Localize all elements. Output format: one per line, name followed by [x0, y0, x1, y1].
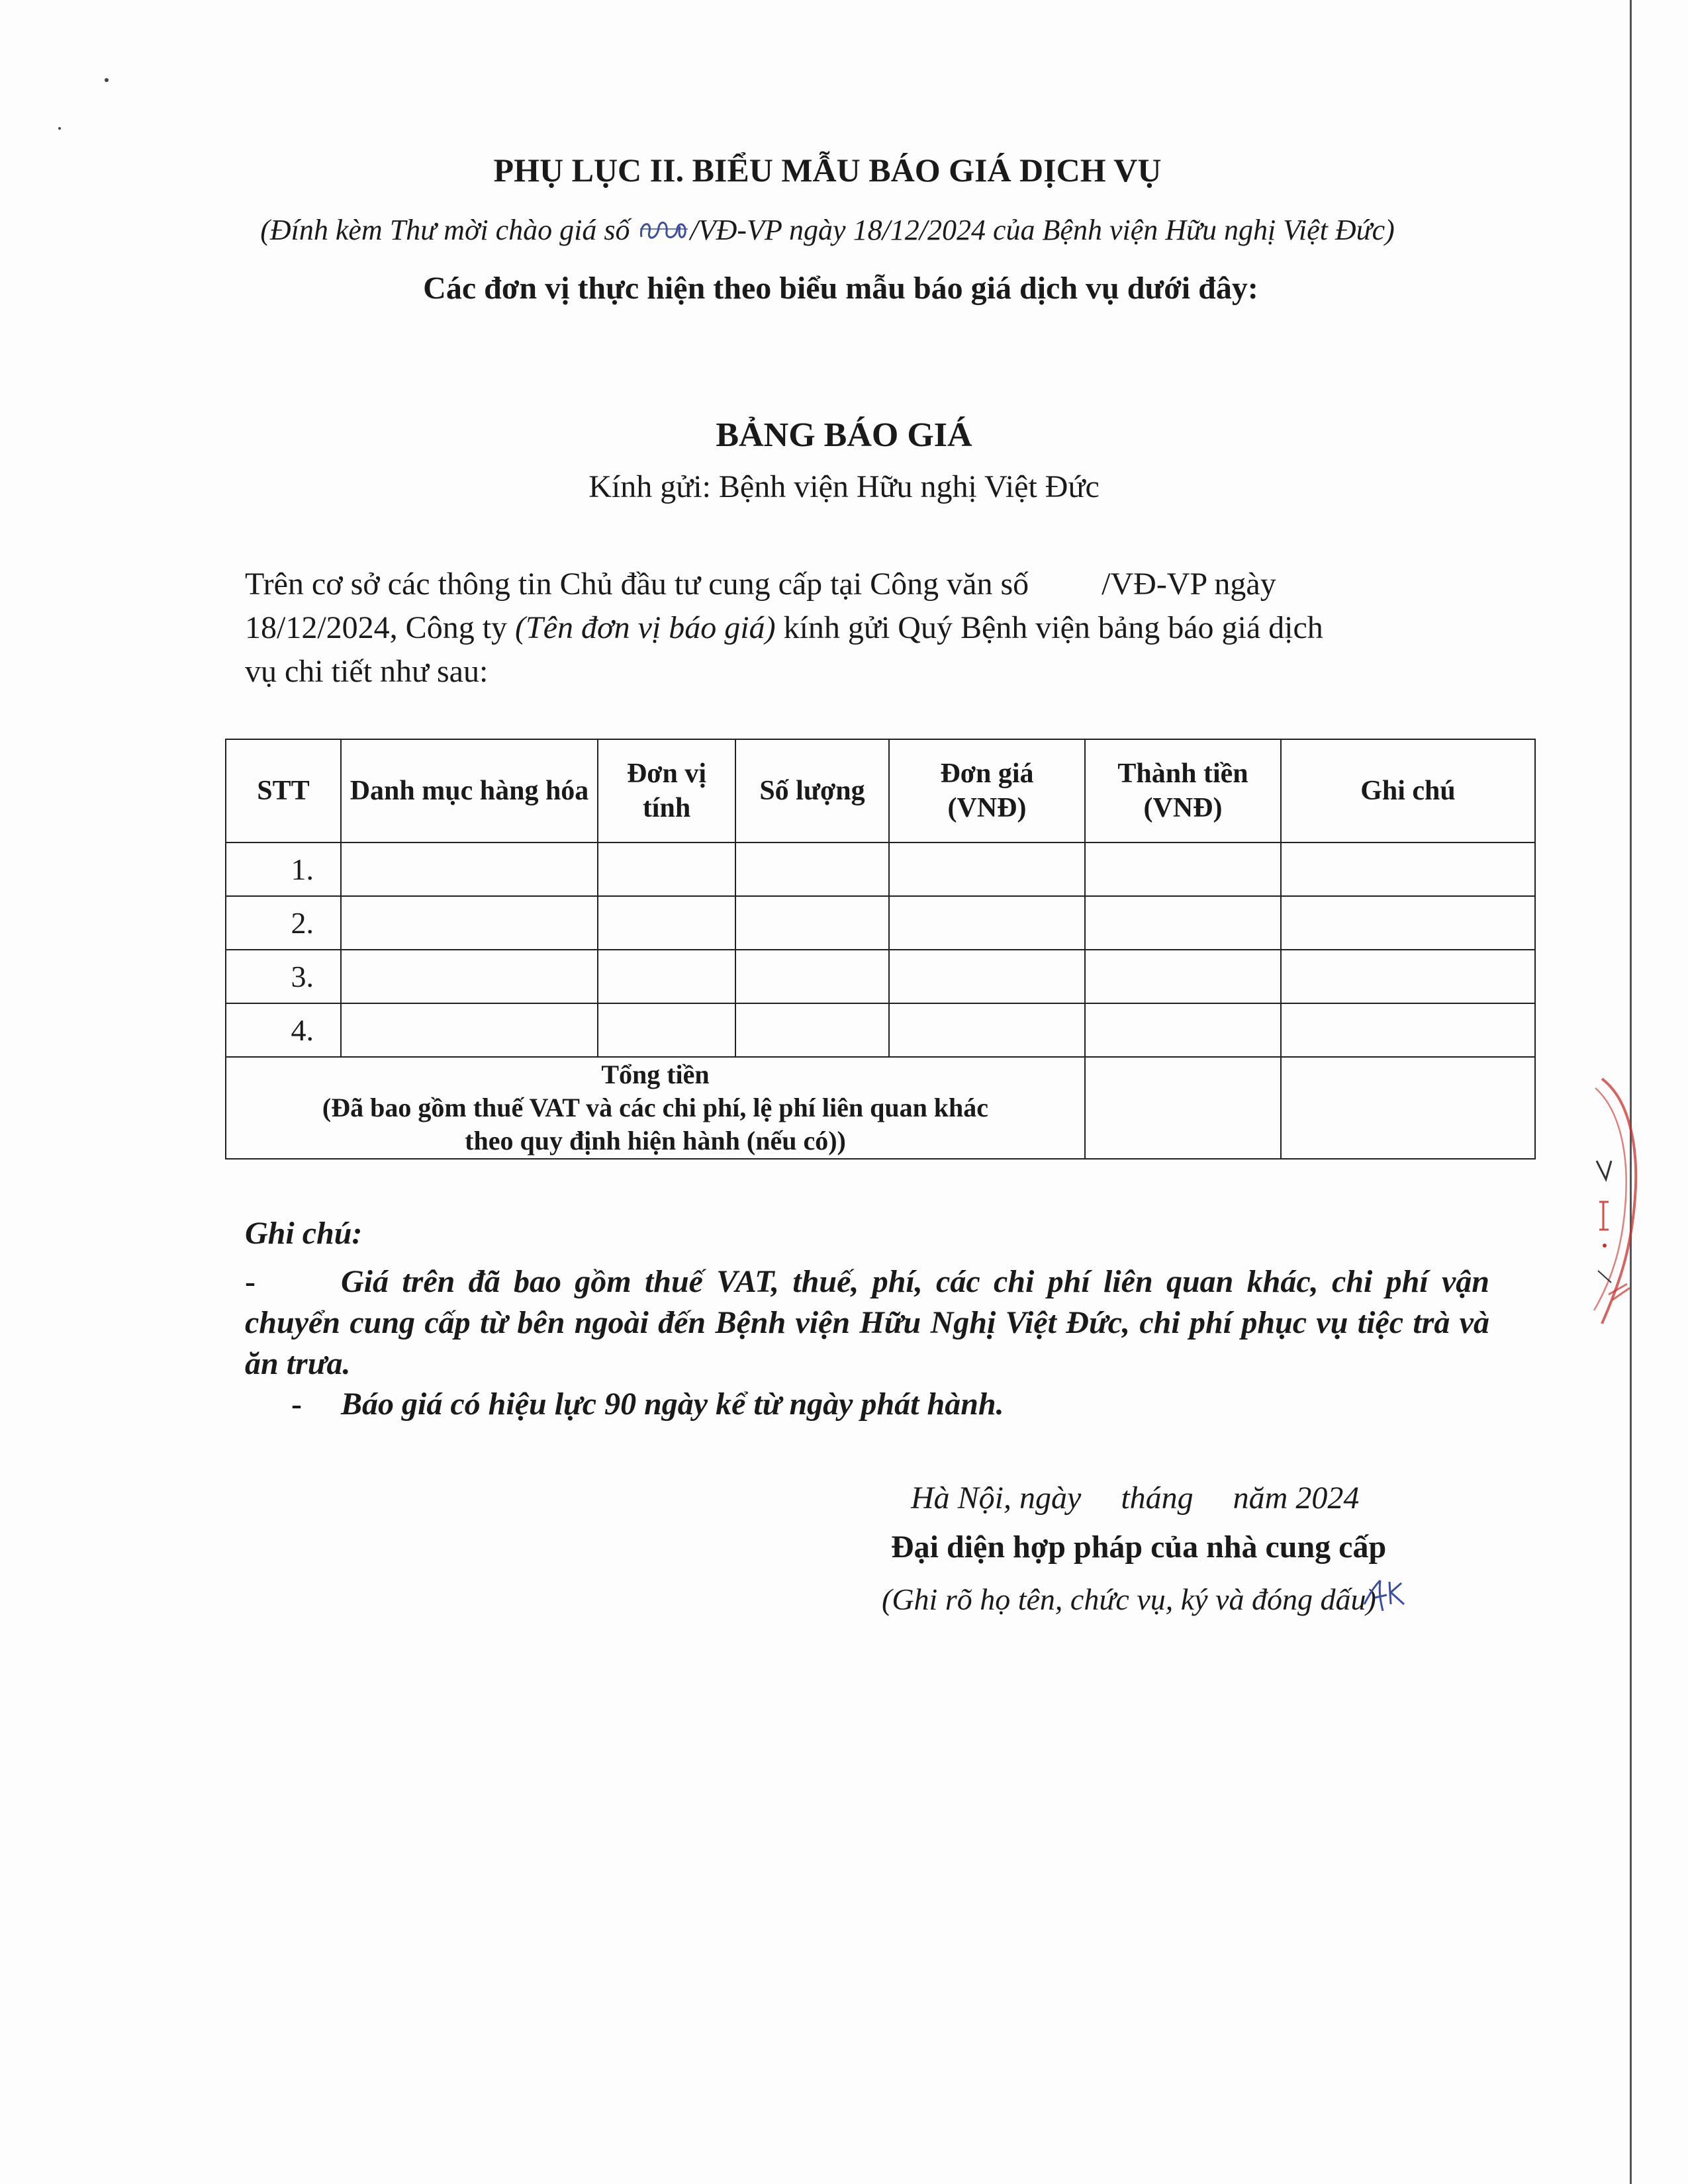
cell-total-amount — [1085, 1057, 1281, 1159]
row-stt: 1. — [226, 842, 341, 896]
intro-text: /VĐ-VP ngày — [1102, 567, 1276, 602]
cell-amount — [1085, 1003, 1281, 1057]
cell-unit-price — [889, 950, 1085, 1003]
intro-paragraph — [245, 563, 1463, 694]
cell-total-note — [1281, 1057, 1535, 1159]
cell-note — [1281, 950, 1535, 1003]
row-stt: 3. — [226, 950, 341, 1003]
intro-text: 18/12/2024, Công ty — [245, 610, 516, 645]
date-month: tháng — [1121, 1480, 1194, 1516]
cell-amount — [1085, 842, 1281, 896]
cell-quantity — [735, 842, 889, 896]
quote-title: BẢNG BÁO GIÁ — [716, 416, 972, 454]
handwritten-initials-icon — [1376, 1582, 1407, 1616]
cell-unit — [598, 896, 735, 950]
cell-amount — [1085, 896, 1281, 950]
note-dash: - — [245, 1264, 256, 1299]
total-label-title: Tổng tiền — [601, 1060, 710, 1089]
intro-text: kính gửi Quý Bệnh viện bảng báo giá dịch — [775, 610, 1323, 645]
total-label-detail: theo quy định hiện hành (nếu có)) — [465, 1126, 846, 1156]
table-row — [226, 842, 1535, 896]
subtitle-suffix: /VĐ-VP ngày 18/12/2024 của Bệnh viện Hữu nghị Việt Đức) — [690, 214, 1395, 246]
cell-unit — [598, 950, 735, 1003]
note-item — [245, 1261, 1489, 1385]
red-stamp-fragment-icon — [1589, 1072, 1642, 1340]
appendix-subtitle — [0, 213, 1655, 247]
table-header-row — [226, 739, 1535, 842]
header-amount-label: Thành tiền — [1117, 758, 1248, 789]
cell-note — [1281, 896, 1535, 950]
intro-line-1 — [245, 563, 1463, 606]
cell-item — [341, 842, 598, 896]
notes-heading: Ghi chú: — [245, 1216, 363, 1251]
instruction-text: Các đơn vị thực hiện theo biểu mẫu báo giá dịch vụ dưới đây: — [423, 271, 1258, 306]
signature-note-text: (Ghi rõ họ tên, chức vụ, ký và đóng dấu) — [882, 1582, 1376, 1616]
cell-item — [341, 1003, 598, 1057]
table-total-row — [226, 1057, 1535, 1159]
row-stt: 4. — [226, 1003, 341, 1057]
note-text: Báo giá có hiệu lực 90 ngày kể từ ngày phát hành. — [341, 1387, 1004, 1422]
cell-quantity — [735, 896, 889, 950]
intro-line-3: vụ chi tiết như sau: — [245, 654, 489, 689]
subtitle-prefix: (Đính kèm Thư mời chào giá số — [260, 214, 637, 246]
cell-note — [1281, 842, 1535, 896]
cell-unit — [598, 1003, 735, 1057]
header-unit-price — [889, 739, 1085, 842]
row-stt: 2. — [226, 896, 341, 950]
header-amount-currency: (VNĐ) — [1143, 792, 1223, 823]
cell-unit-price — [889, 896, 1085, 950]
header-stt: STT — [226, 739, 341, 842]
table-row — [226, 950, 1535, 1003]
intro-line-2 — [245, 606, 1463, 650]
signature-note — [882, 1578, 1407, 1617]
signature-date-line — [911, 1480, 1359, 1516]
scan-speck — [105, 78, 109, 82]
handwritten-number-scribble-icon — [637, 214, 690, 246]
note-text: Giá trên đã bao gồm thuế VAT, thuế, phí, các chi phí liên quan khác, chi phí vận chuyển cung cấp từ bên ngoài đến Bệnh viện Hữu Nghị Việt Đức, chi phí phục vụ tiệc trà và ăn trưa. — [245, 1264, 1489, 1381]
header-unit-price-currency: (VNĐ) — [947, 792, 1027, 823]
header-amount — [1085, 739, 1281, 842]
quote-table — [225, 739, 1536, 1160]
intro-text: Trên cơ sở các thông tin Chủ đầu tư cung cấp tại Công văn số — [245, 567, 1029, 602]
header-quantity: Số lượng — [735, 739, 889, 842]
note-dash: - — [291, 1387, 302, 1422]
header-item: Danh mục hàng hóa — [341, 739, 598, 842]
recipient-line: Kính gửi: Bệnh viện Hữu nghị Việt Đức — [588, 469, 1100, 504]
cell-unit-price — [889, 842, 1085, 896]
table-row — [226, 1003, 1535, 1057]
cell-amount — [1085, 950, 1281, 1003]
total-label — [226, 1057, 1085, 1159]
cell-unit — [598, 842, 735, 896]
header-unit: Đơn vị tính — [598, 739, 735, 842]
header-unit-price-label: Đơn giá — [940, 758, 1034, 789]
header-note: Ghi chú — [1281, 739, 1535, 842]
company-placeholder: (Tên đơn vị báo giá) — [515, 610, 776, 645]
scan-speck — [58, 127, 61, 130]
cell-unit-price — [889, 1003, 1085, 1057]
appendix-title: PHỤ LỤC II. BIỂU MẪU BÁO GIÁ DỊCH VỤ — [493, 152, 1162, 189]
table-row — [226, 896, 1535, 950]
cell-quantity — [735, 1003, 889, 1057]
signature-title: Đại diện hợp pháp của nhà cung cấp — [891, 1529, 1387, 1565]
cell-item — [341, 896, 598, 950]
note-item — [291, 1386, 1004, 1422]
total-label-detail: (Đã bao gồm thuế VAT và các chi phí, lệ phí liên quan khác — [322, 1093, 989, 1122]
cell-note — [1281, 1003, 1535, 1057]
cell-item — [341, 950, 598, 1003]
date-year: năm 2024 — [1233, 1480, 1360, 1516]
date-place: Hà Nội, ngày — [911, 1480, 1082, 1516]
cell-quantity — [735, 950, 889, 1003]
